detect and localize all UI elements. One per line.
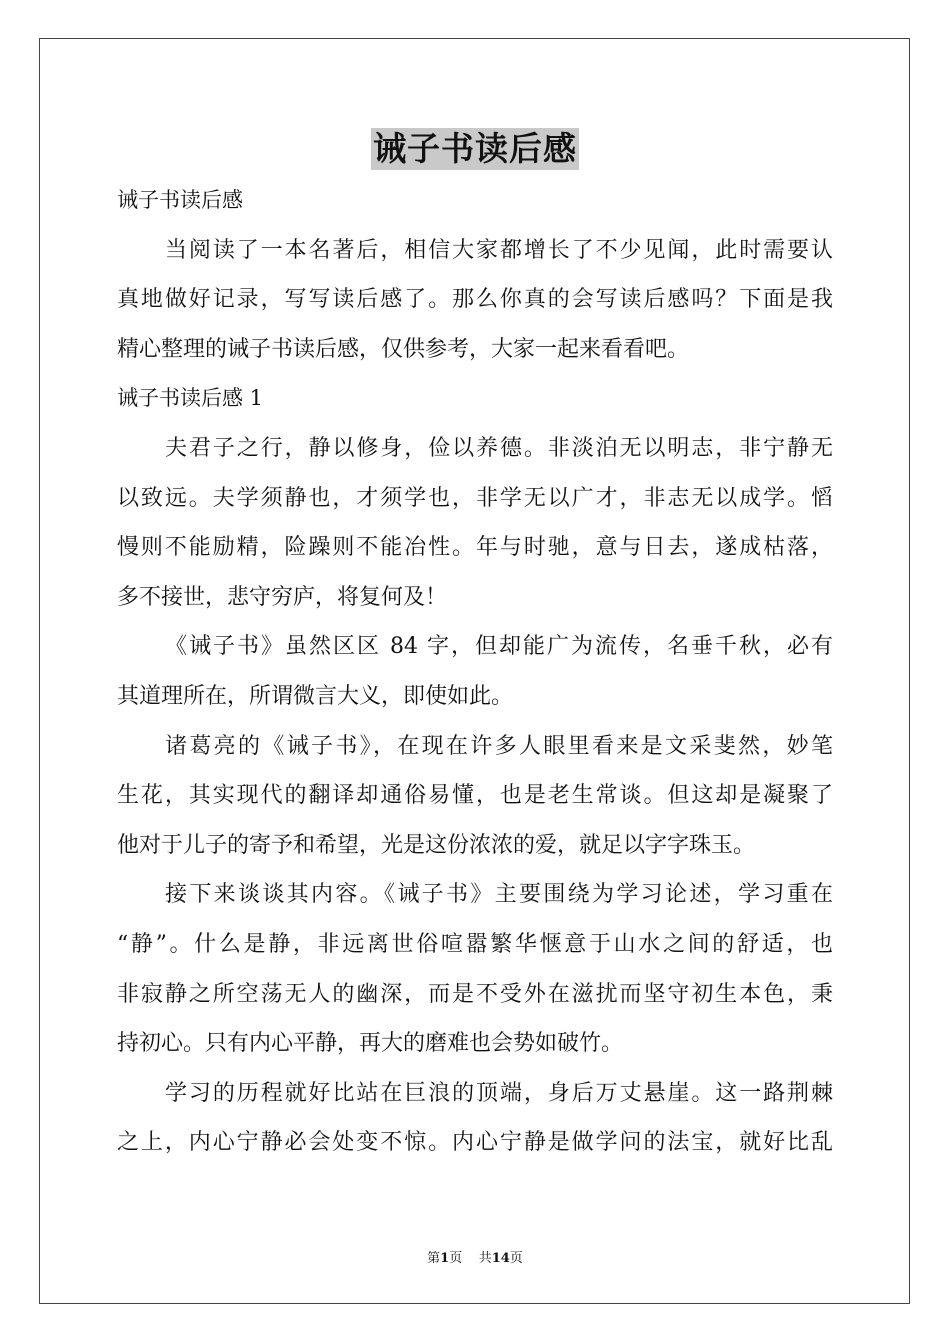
text-line: 当阅读了一本名著后，相信大家都增长了不少见闻，此时需要认 bbox=[165, 237, 833, 263]
text-line: 非寂静之所空荡无人的幽深，而是不受外在滋扰而坚守初生本色，秉 bbox=[117, 981, 833, 1007]
footer-total-suffix: 页 bbox=[509, 1251, 523, 1266]
text-line: 学习的历程就好比站在巨浪的顶端，身后万丈悬崖。这一路荆棘 bbox=[165, 1080, 833, 1106]
footer-page-suffix: 页 bbox=[449, 1251, 463, 1266]
text-line: 接下来谈谈其内容。《诫子书》主要围绕为学习论述，学习重在 bbox=[165, 882, 833, 908]
footer-total-prefix: 共 bbox=[478, 1251, 492, 1266]
section-heading: 诫子书读后感 bbox=[117, 188, 243, 212]
text-line: 其道理所在，所谓微言大义，即使如此。 bbox=[117, 683, 514, 709]
document-body bbox=[117, 176, 833, 1168]
text-line: 他对于儿子的寄予和希望，光是这份浓浓的爱，就足以字字珠玉。 bbox=[117, 832, 756, 858]
text-line: 慢则不能励精，险躁则不能冶性。年与时驰，意与日去，遂成枯落， bbox=[117, 535, 833, 561]
document-title: 诫子书读后感 bbox=[373, 129, 577, 168]
text-line: 持初心。只有内心平静，再大的磨难也会势如破竹。 bbox=[117, 1031, 624, 1057]
text-line: 生花，其实现代的翻译却通俗易懂，也是老生常谈。但这却是凝聚了 bbox=[117, 783, 833, 809]
text-line: 之上，内心宁静必会处变不惊。内心宁静是做学问的法宝，就好比乱 bbox=[117, 1130, 833, 1156]
text-line: “静”。什么是静，非远离世俗喧嚣繁华惬意于山水之间的舒适，也 bbox=[117, 931, 833, 957]
footer-total-pages: 14 bbox=[491, 1251, 510, 1266]
text-line: 真地做好记录，写写读后感了。那么你真的会写读后感吗？下面是我 bbox=[117, 287, 833, 313]
page-footer bbox=[0, 1247, 950, 1266]
text-line: 多不接世，悲守穷庐，将复何及！ bbox=[117, 584, 448, 610]
title-container bbox=[0, 128, 950, 170]
footer-page-prefix: 第 bbox=[427, 1251, 441, 1266]
section-heading: 诫子书读后感 1 bbox=[117, 386, 264, 411]
footer-page-number: 1 bbox=[440, 1251, 450, 1266]
text-line: 夫君子之行，静以修身，俭以养德。非淡泊无以明志，非宁静无 bbox=[165, 435, 833, 461]
text-line: 《诫子书》虽然区区 84 字，但却能广为流传，名垂千秋，必有 bbox=[165, 634, 833, 660]
text-line: 以致远。夫学须静也，才须学也，非学无以广才，非志无以成学。慆 bbox=[117, 485, 833, 511]
text-line: 诸葛亮的《诫子书》，在现在许多人眼里看来是文采斐然，妙笔 bbox=[165, 733, 833, 759]
text-line: 精心整理的诫子书读后感，仅供参考，大家一起来看看吧。 bbox=[117, 336, 690, 362]
